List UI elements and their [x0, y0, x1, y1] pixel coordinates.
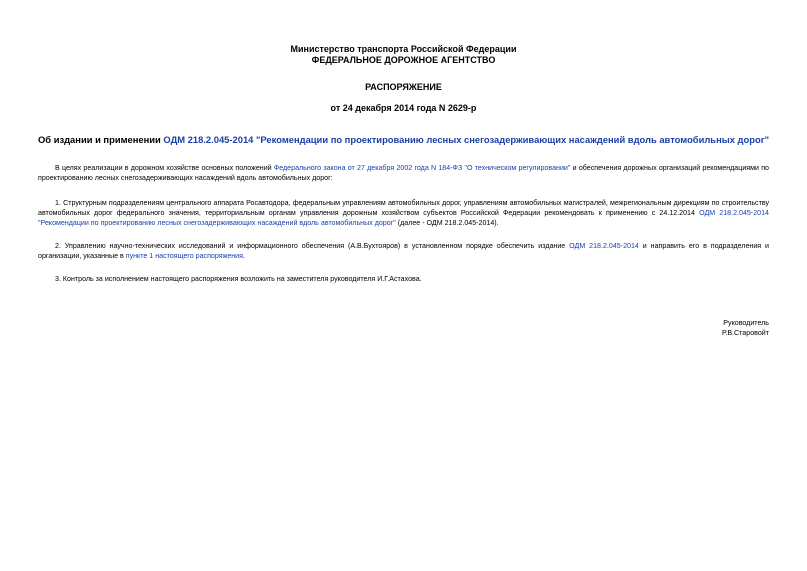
document-page	[38, 44, 769, 338]
item-2-text-middle: и направить его в подразделения и организации, указанные в	[38, 242, 769, 260]
federal-law-link[interactable]: Федерального закона от 27 декабря 2002 года N 184-ФЗ "О техническом регулировании"	[273, 164, 571, 172]
item-1-text-after: (далее - ОДМ 218.2.045-2014).	[395, 219, 499, 227]
item-1-paragraph	[38, 198, 769, 228]
item-1-text-before: 1. Структурным подразделениям центрального аппарата Росавтодора, федеральным управлениям автомобильных дорог, управлениям автомобильных магистралей, межрегиональным дирекциям по строительству автомобильных дорог федерального значения, территориальным органам управления дорожным хозяйством субъектов Российской Федерации рекомендовать к применению с 24.12.2014	[38, 199, 769, 217]
order-type: РАСПОРЯЖЕНИЕ	[365, 82, 442, 92]
title-prefix: Об издании и применении	[38, 134, 164, 145]
signature-block	[38, 318, 769, 338]
order-date-number: от 24 декабря 2014 года N 2629-р	[330, 103, 477, 113]
agency-name: ФЕДЕРАЛЬНОЕ ДОРОЖНОЕ АГЕНТСТВО	[311, 55, 496, 65]
item-1-odm-link[interactable]: ОДМ 218.2.045-2014 "Рекомендации по проектированию лесных снегозадерживающих насаждений вдоль автомобильных дорог"	[38, 209, 769, 227]
item-2-odm-link[interactable]: ОДМ 218.2.045-2014	[569, 242, 639, 250]
item-2-clause-link[interactable]: пункте 1 настоящего распоряжения	[125, 252, 243, 260]
item-2-text-after: .	[242, 252, 245, 260]
title-odm-link[interactable]: ОДМ 218.2.045-2014 "Рекомендации по проектированию лесных снегозадерживающих насаждений вдоль автомобильных дорог"	[163, 134, 770, 145]
item-3-paragraph: 3. Контроль за исполнением настоящего распоряжения возложить на заместителя руководителя И.Г.Астахова.	[55, 275, 422, 283]
item-2-paragraph	[38, 241, 769, 261]
intro-paragraph	[38, 163, 769, 183]
intro-text-before: В целях реализации в дорожном хозяйстве основных положений	[55, 164, 274, 172]
signatory-name: Р.В.Старовойт	[721, 329, 769, 337]
document-title	[38, 134, 769, 146]
signatory-position: Руководитель	[723, 319, 769, 327]
item-2-text-before: 2. Управлению научно-технических исследований и информационного обеспечения (А.В.Бухтояров) в установленном порядке обеспечить издание	[55, 242, 570, 250]
ministry-name: Министерство транспорта Российской Федерации	[290, 44, 517, 54]
intro-text-after: и обеспечения дорожных организаций рекомендациями по проектированию лесных снегозадерживающих насаждений вдоль автомобильных дорог:	[38, 164, 769, 182]
